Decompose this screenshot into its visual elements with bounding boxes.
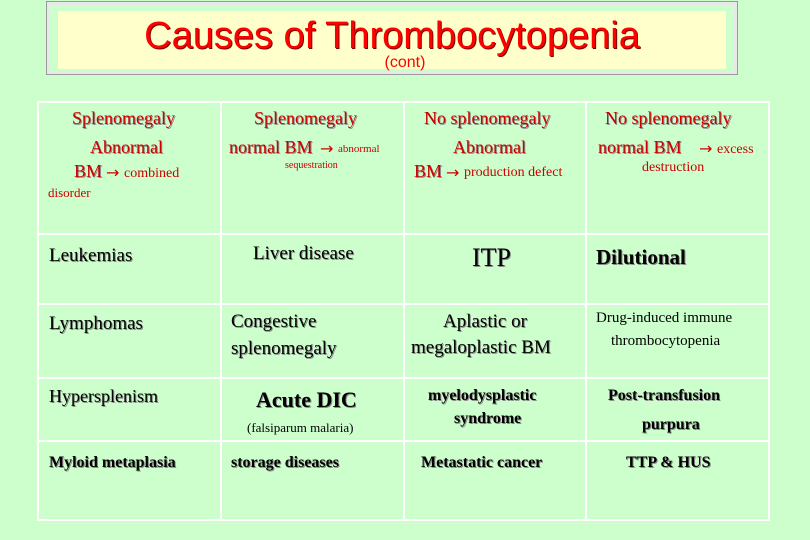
- row3-col4a: Post-transfusion: [608, 387, 721, 404]
- row1-col4: Dilutional: [596, 245, 686, 269]
- header-4-line2: normal BM: [598, 137, 682, 157]
- row3-col3a: myelodysplastic: [428, 387, 537, 404]
- row1-col3: ITP: [472, 243, 511, 272]
- row2-col1: Lymphomas: [49, 313, 143, 334]
- header-2-small: abnormal: [338, 143, 380, 155]
- row2-col4b: thrombocytopenia: [611, 333, 721, 349]
- row2-col3b: megaloplastic BM: [411, 337, 551, 358]
- header-3-bm: BM: [414, 161, 443, 181]
- slide-title: Causes of Thrombocytopenia: [144, 15, 640, 57]
- header-2-line1: Splenomegaly: [254, 108, 357, 128]
- row-divider: [37, 233, 770, 235]
- row-divider: [37, 303, 770, 305]
- header-1-line2a: Abnormal: [90, 137, 163, 157]
- arrow-right-icon: →: [320, 139, 334, 158]
- row3-col1: Hypersplenism: [49, 386, 158, 406]
- header-4-line1: No splenomegaly: [605, 108, 732, 128]
- column-divider: [403, 101, 405, 521]
- column-divider: [220, 101, 222, 521]
- header-1-bm: BM: [74, 161, 103, 181]
- row3-col3b: syndrome: [454, 410, 522, 427]
- header-1-line1: Splenomegaly: [72, 108, 175, 128]
- row-divider: [37, 440, 770, 442]
- header-4-small2: destruction: [642, 160, 705, 175]
- row2-col2a: Congestive: [231, 311, 317, 332]
- row2-col4a: Drug-induced immune: [596, 310, 733, 326]
- row4-col4: TTP & HUS: [626, 454, 711, 471]
- row4-col1: Myloid metaplasia: [49, 454, 176, 471]
- header-1-small: combined: [124, 166, 180, 181]
- row4-col3: Metastatic cancer: [421, 454, 543, 471]
- row2-col3a: Aplastic or: [443, 311, 527, 332]
- header-4-small: excess: [717, 142, 754, 157]
- arrow-right-icon: →: [699, 139, 713, 158]
- header-3-line1: No splenomegaly: [424, 108, 551, 128]
- column-divider: [585, 101, 587, 521]
- row-divider: [37, 377, 770, 379]
- header-2-small2: sequestration: [285, 160, 338, 171]
- slide-subtitle: (cont): [384, 54, 426, 71]
- row1-col1: Leukemias: [49, 245, 133, 266]
- header-2-line2: normal BM: [229, 137, 313, 157]
- header-1-small2: disorder: [48, 185, 91, 200]
- arrow-right-icon: →: [106, 163, 120, 182]
- header-3-small: production defect: [464, 165, 563, 180]
- header-3-line2a: Abnormal: [453, 137, 526, 157]
- row4-col2: storage diseases: [231, 454, 339, 471]
- row3-col2: Acute DIC: [256, 387, 357, 412]
- row3-col4b: purpura: [642, 416, 700, 433]
- row1-col2: Liver disease: [253, 243, 354, 264]
- arrow-right-icon: →: [446, 163, 460, 182]
- row2-col2b: splenomegaly: [231, 338, 337, 359]
- row3-col2-note: (falsiparum malaria): [247, 420, 354, 435]
